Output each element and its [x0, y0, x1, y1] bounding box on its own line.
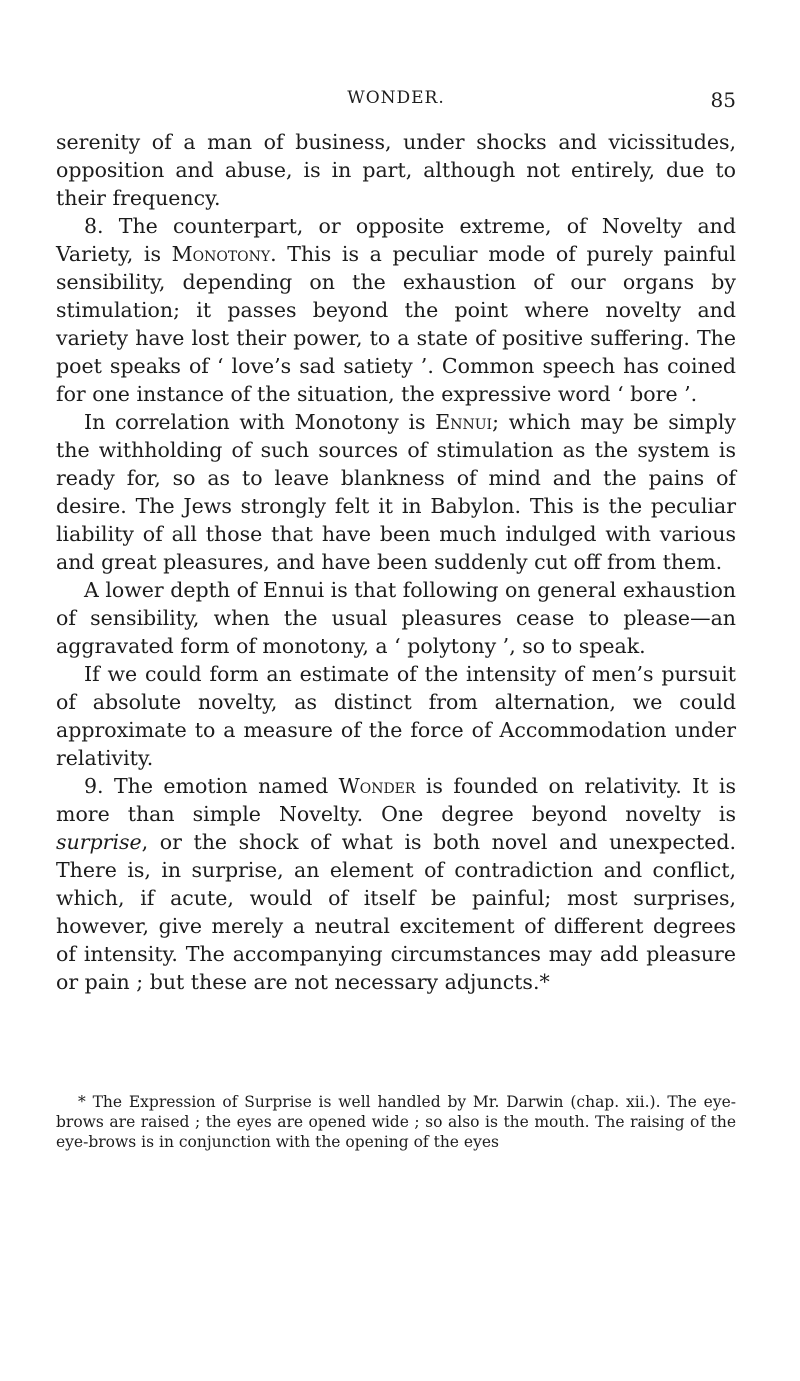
running-title: WONDER. [347, 88, 445, 108]
page-number: 85 [710, 88, 736, 112]
term-wonder: Wonder [338, 774, 416, 798]
paragraph-text: If we could form an estimate of the intensity of men’s pursuit of absolute novelty, as distinct from alternation, we could approximate to a measure of the force of Accommodation under relativity. [56, 662, 736, 770]
running-head [56, 88, 736, 116]
footnote [56, 1092, 736, 1152]
paragraph-estimate [56, 660, 736, 772]
paragraph-text: 8. The counterpart, or opposite extreme, of Novelty and Variety, is [56, 214, 736, 266]
paragraph-wonder [56, 772, 736, 996]
paragraph-text: In correlation with Monotony is [84, 410, 436, 434]
paragraph-text: is founded on relativity. It is more than simple Novelty. One degree beyond novelty is [56, 774, 736, 826]
paragraph-text: ; which may be simply the withholding of such sources of stimulation as the system is ready for, so as to leave blankness of mind and the pains of desire. The Jews strongly felt it in Babylon. This is the peculiar liability of all those that have been much indulged with various and great pleasures, and have been suddenly cut off from them. [56, 410, 736, 574]
footnote-text: * The Expression of Surprise is well handled by Mr. Darwin (chap. xii.). The eye-brows are raised ; the eyes are opened wide ; so also is the mouth. The raising of the eye-brows is in conjunction with the opening of the eyes [56, 1093, 736, 1151]
paragraph-lower-depth [56, 576, 736, 660]
paragraph-text: serenity of a man of business, under shocks and vicissitudes, opposition and abuse, is in part, although not entirely, due to their frequency. [56, 130, 736, 210]
paragraph-text: , or the shock of what is both novel and unexpected. There is, in surprise, an element of contradiction and conflict, which, if acute, would of itself be painful; most surprises, however, give merely a neutral excitement of different degrees of intensity. The accompanying circumstances may add pleasure or pain ; but these are not necessary adjuncts.* [56, 830, 736, 994]
body-text [56, 128, 736, 996]
term-monotony: Monotony [171, 242, 271, 266]
paragraph-text: 9. The emotion named [84, 774, 339, 798]
term-ennui: Ennui [435, 410, 493, 434]
paragraph-monotony [56, 212, 736, 408]
paragraph-continued [56, 128, 736, 212]
paragraph-text: . This is a peculiar mode of purely painful sensibility, depending on the exhaustion of our organs by stimulation; it passes beyond the point where novelty and variety have lost their power, to a state of positive suffering. The poet speaks of ‘ love’s sad satiety ’. Common speech has coined for one instance of the situation, the expressive word ‘ bore ’. [56, 242, 736, 406]
term-surprise: surprise [56, 830, 142, 854]
paragraph-ennui [56, 408, 736, 576]
paragraph-text: A lower depth of Ennui is that following on general exhaustion of sensibility, when the usual pleasures cease to please—an aggravated form of monotony, a ‘ polytony ’, so to speak. [56, 578, 736, 658]
